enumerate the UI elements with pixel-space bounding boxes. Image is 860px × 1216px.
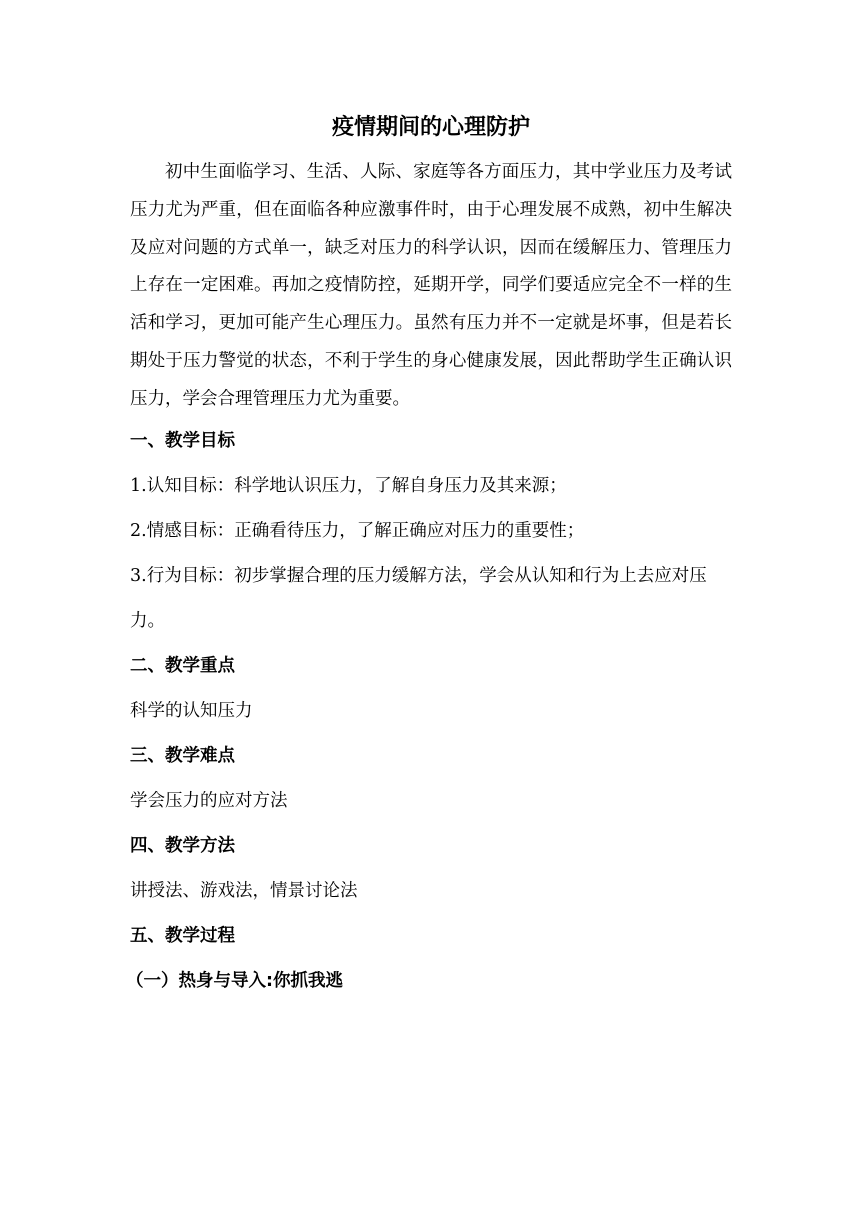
objective-behavioral: 3.行为目标：初步掌握合理的压力缓解方法，学会从认知和行为上去应对压力。 bbox=[130, 565, 707, 631]
section-key-points bbox=[130, 644, 732, 734]
section-heading: 三、教学难点 bbox=[130, 745, 235, 766]
section-heading: 二、教学重点 bbox=[130, 655, 235, 676]
subsection-heading: （一）热身与导入:你抓我逃 bbox=[126, 970, 343, 991]
section-difficulties bbox=[130, 734, 732, 824]
section-body: 学会压力的应对方法 bbox=[130, 790, 288, 811]
objective-emotional: 2.情感目标：正确看待压力，了解正确应对压力的重要性； bbox=[130, 520, 585, 541]
document-title: 疫情期间的心理防护 bbox=[331, 115, 530, 140]
intro-paragraph: 初中生面临学习、生活、人际、家庭等各方面压力，其中学业压力及考试压力尤为严重，但在面临各种应激事件时，由于心理发展不成熟，初中生解决及应对问题的方式单一，缺乏对压力的科学认识，因而在缓解压力、管理压力上存在一定困难。再加之疫情防控，延期开学，同学们要适应完全不一样的生活和学习，更加可能产生心理压力。虽然有压力并不一定就是坏事，但是若长期处于压力警觉的状态，不利于学生的身心健康发展，因此帮助学生正确认识压力，学会合理管理压力尤为重要。 bbox=[130, 162, 732, 409]
section-heading: 四、教学方法 bbox=[130, 835, 235, 856]
section-body: 讲授法、游戏法，情景讨论法 bbox=[130, 880, 358, 901]
document-page bbox=[126, 108, 732, 1004]
section-heading: 五、教学过程 bbox=[130, 925, 235, 946]
section-body: 科学的认知压力 bbox=[130, 700, 253, 721]
section-heading: 一、教学目标 bbox=[130, 430, 235, 451]
section-methods bbox=[130, 824, 732, 914]
objective-cognitive: 1.认知目标：科学地认识压力，了解自身压力及其来源； bbox=[130, 475, 567, 496]
section-process bbox=[126, 914, 732, 1004]
section-teaching-goals bbox=[130, 419, 732, 644]
